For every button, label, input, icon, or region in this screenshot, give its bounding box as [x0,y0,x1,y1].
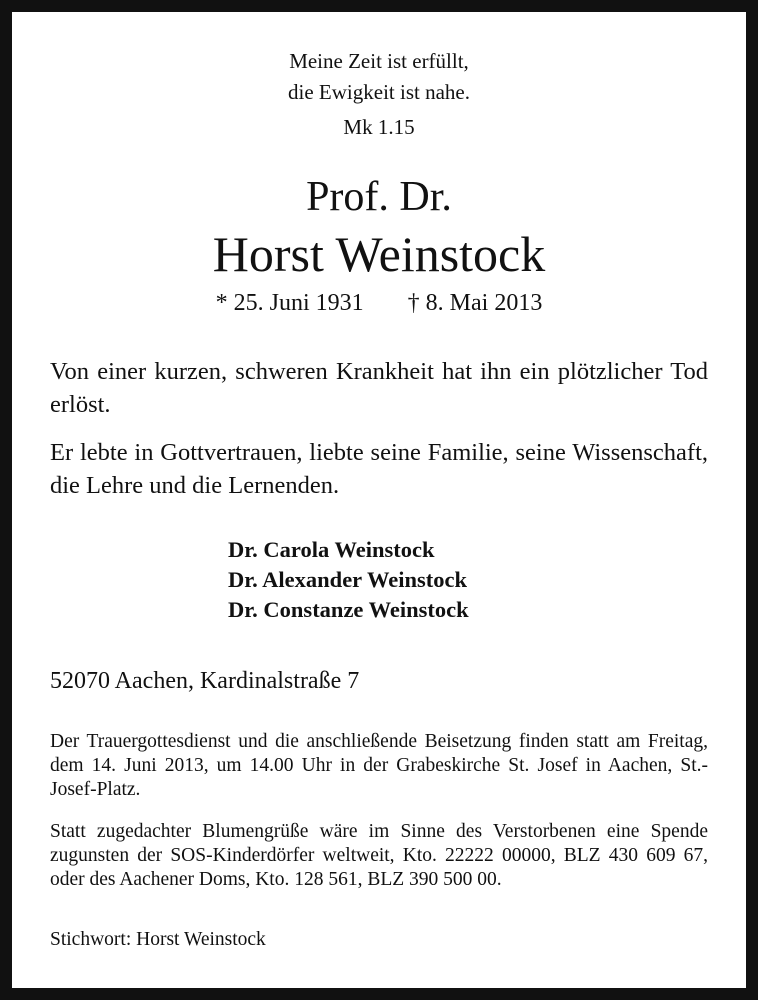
mourner-name: Dr. Constanze Weinstock [228,597,469,622]
paragraph-life: Er lebte in Gottvertrauen, liebte seine Familie, seine Wissenschaft, die Lehre und die Lernenden. [50,439,708,499]
mourner-name: Dr. Carola Weinstock [228,537,435,562]
donation-keyword: Stichwort: Horst Weinstock [50,929,266,950]
birth-date: * 25. Juni 1931 [215,290,364,316]
deceased-name: Horst Weinstock [212,226,546,282]
life-dates [50,286,708,320]
paragraph-illness: Von einer kurzen, schweren Krankheit hat ihn ein plötzlicher Tod erlöst. [50,358,708,418]
donation-notice: Statt zugedachter Blumengrüße wäre im Sinne des Verstorbenen eine Spende zugunsten der SOS-Kinderdörfer weltweit, Kto. 22222 00000, BLZ 430 609 67, oder des Aachener Doms, Kto. 128 561, BLZ 390 500 00. [50,821,708,890]
verse-line-2: die Ewigkeit ist nahe. [288,80,470,104]
mourners-list [228,535,469,625]
family-address: 52070 Aachen, Kardinalstraße 7 [50,668,360,694]
death-date: † 8. Mai 2013 [407,290,543,316]
verse-reference: Mk 1.15 [343,115,415,139]
academic-title: Prof. Dr. [306,174,452,220]
bible-verse [50,46,708,143]
funeral-service-notice: Der Trauergottesdienst und die anschließende Beisetzung finden statt am Freitag, dem 14. Juni 2013, um 14.00 Uhr in der Grabeskirche St. Josef in Aachen, St.-Josef-Platz. [50,731,708,800]
mourner-name: Dr. Alexander Weinstock [228,567,467,592]
verse-line-1: Meine Zeit ist erfüllt, [289,49,469,73]
